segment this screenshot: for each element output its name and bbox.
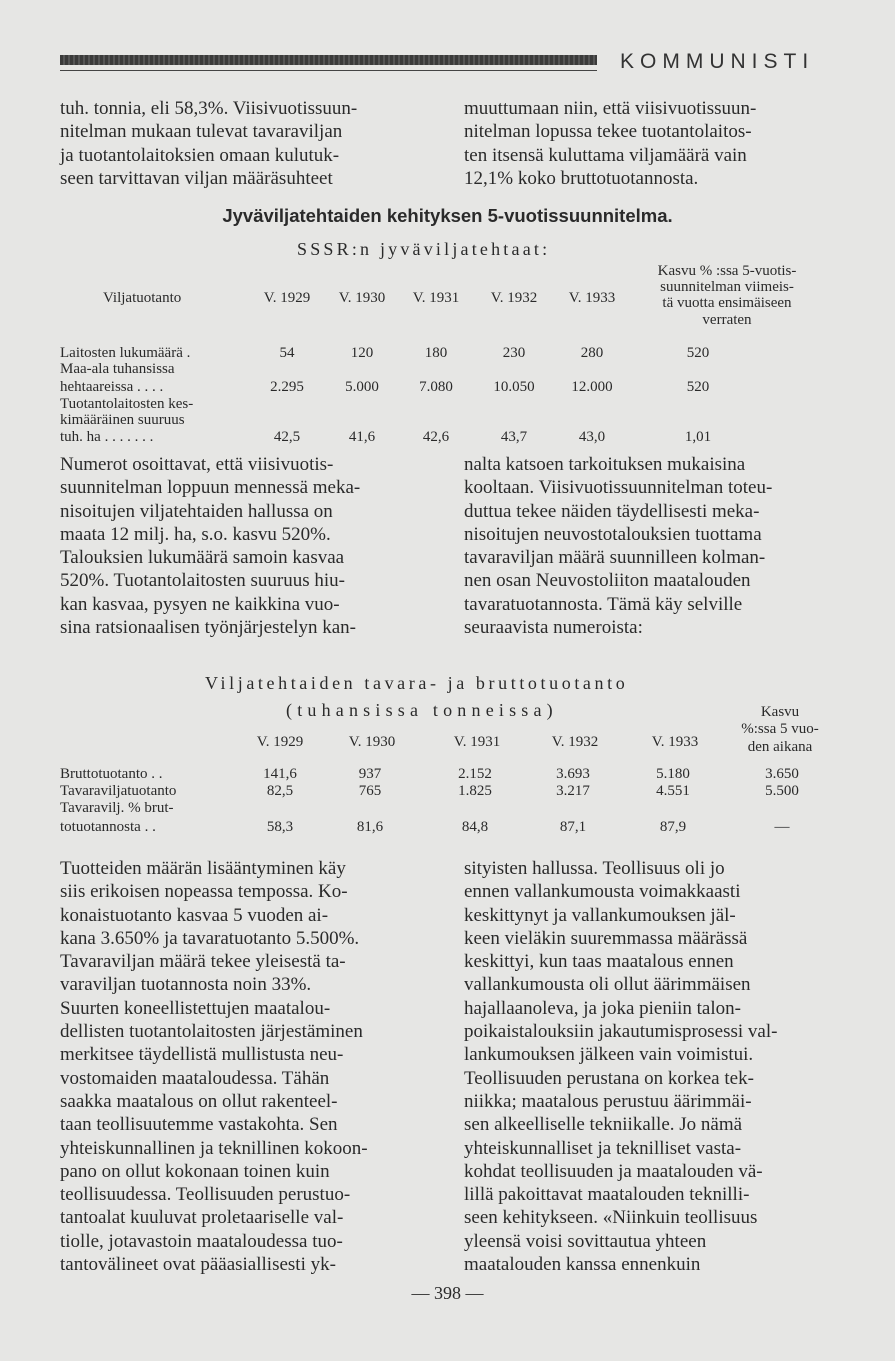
table2-cell: 82,5 bbox=[266, 783, 294, 799]
table2-row-label: Tavaravilj. % brut- bbox=[60, 800, 174, 816]
text-line: kohdat teollisuuden ja maatalouden vä- bbox=[464, 1160, 763, 1182]
text-line: kooltaan. Viisivuotissuunnitelman toteu- bbox=[464, 477, 773, 499]
text-line: sina ratsionaalisen työnjärjestelyn kan- bbox=[60, 617, 356, 639]
table1-year-header: V. 1930 bbox=[338, 290, 386, 306]
table1-cell: 12.000 bbox=[571, 379, 613, 395]
table1-cell: 43,0 bbox=[578, 429, 606, 445]
table1-row-label: kimääräinen suuruus bbox=[60, 412, 185, 428]
table1-year-header: V. 1932 bbox=[490, 290, 538, 306]
text-line: duttua tekee näiden täydellisesti meka- bbox=[464, 500, 760, 522]
table1-cell: 520 bbox=[686, 379, 710, 395]
table1-column-label: Viljatuotanto bbox=[103, 290, 182, 306]
text-line: lankumouksen jälkeen vain voimistui. bbox=[464, 1044, 754, 1066]
table2-year-header: V. 1931 bbox=[453, 734, 501, 750]
text-line: vallankumousta oli ollut äärimmäisen bbox=[464, 974, 751, 996]
table2-cell: 3.217 bbox=[556, 783, 590, 799]
table2-cell: 84,8 bbox=[461, 819, 489, 835]
text-line: niikka; maatalous perustuu äärimmäi- bbox=[464, 1090, 752, 1112]
text-line: Suurten koneellistettujen maatalou- bbox=[60, 997, 331, 1019]
text-line: keen vieläkin suuremmassa määrässä bbox=[464, 927, 748, 949]
text-line: seuraavista numeroista: bbox=[464, 617, 643, 639]
table1-cell: 180 bbox=[424, 345, 448, 361]
table1-year-header: V. 1931 bbox=[412, 290, 460, 306]
text-line: keskittynyt ja vallankumouksen jäl- bbox=[464, 904, 736, 926]
table1-growth-header: Kasvu % :ssa 5-vuotis- bbox=[657, 263, 797, 279]
text-line: ten itsensä kuluttama viljamäärä vain bbox=[464, 144, 747, 166]
journal-title: KOMMUNISTI bbox=[620, 50, 815, 73]
text-line: 12,1% koko bruttotuotannosta. bbox=[464, 167, 699, 189]
text-line: kan kasvaa, pysyen ne kaikkina vuo- bbox=[60, 593, 340, 615]
text-line: yleensä voisi sovittautua yhteen bbox=[464, 1230, 707, 1252]
table1-growth-header: tä vuotta ensimäiseen bbox=[662, 295, 792, 311]
text-line: ennen vallankumousta voimakkaasti bbox=[464, 881, 741, 903]
text-line: suunnitelman loppuun mennessä meka- bbox=[60, 477, 361, 499]
table2-cell: 4.551 bbox=[656, 783, 690, 799]
table2-cell: — bbox=[774, 819, 790, 835]
text-line: siis erikoisen nopeassa tempossa. Ko- bbox=[60, 881, 348, 903]
text-line: pano on ollut kokonaan toinen kuin bbox=[60, 1160, 330, 1182]
table2-cell: 1.825 bbox=[458, 783, 492, 799]
table2-cell: 765 bbox=[358, 783, 382, 799]
top-right-column bbox=[464, 97, 842, 190]
table1-cell: 5.000 bbox=[345, 379, 379, 395]
text-line: Teollisuuden perustana on korkea tek- bbox=[464, 1067, 754, 1089]
table1-title: Jyväviljatehtaiden kehityksen 5-vuotissuunnitelma. bbox=[222, 205, 673, 226]
text-line: nisoitujen viljatehtaiden hallussa on bbox=[60, 500, 333, 522]
text-line: Talouksien lukumäärä samoin kasvaa bbox=[60, 547, 345, 569]
text-line: nitelman mukaan tulevat tavaraviljan bbox=[60, 121, 343, 143]
table2-row-label: totuotannosta . . bbox=[60, 819, 156, 835]
table2-year-header: V. 1929 bbox=[256, 734, 304, 750]
text-line: yhteiskunnallinen ja teknillinen kokoon- bbox=[60, 1137, 368, 1159]
table1-cell: 42,5 bbox=[273, 429, 301, 445]
table1-year-header: V. 1929 bbox=[263, 290, 311, 306]
text-line: tantovälineet ovat pääasiallisesti yk- bbox=[60, 1254, 336, 1276]
text-line: seen tarvittavan viljan määräsuhteet bbox=[60, 167, 333, 189]
table2-year-header: V. 1930 bbox=[348, 734, 396, 750]
table2-subtitle: (tuhansissa tonneissa) bbox=[286, 700, 558, 720]
text-line: kana 3.650% ja tavaratuotanto 5.500%. bbox=[60, 927, 360, 949]
table1-cell: 2.295 bbox=[270, 379, 304, 395]
table2-title: Viljatehtaiden tavara- ja bruttotuotanto bbox=[205, 673, 629, 693]
text-line: varaviljan tuotannosta noin 33%. bbox=[60, 974, 312, 996]
table1-cell: 280 bbox=[580, 345, 604, 361]
table1-cell: 7.080 bbox=[419, 379, 453, 395]
header-ornament-bar bbox=[60, 55, 597, 65]
text-line: konaistuotanto kasvaa 5 vuoden ai- bbox=[60, 904, 329, 926]
table1-cell: 520 bbox=[686, 345, 710, 361]
text-line: taan teollisuutemme vastakohta. Sen bbox=[60, 1114, 338, 1136]
table1-cell: 43,7 bbox=[500, 429, 528, 445]
text-line: poikaistalouksiin jakautumisprosessi val- bbox=[464, 1021, 778, 1043]
table1-row-label: Tuotantolaitosten kes- bbox=[60, 396, 194, 412]
table2-cell: 81,6 bbox=[356, 819, 384, 835]
table2-growth-header: %:ssa 5 vuo- bbox=[741, 721, 819, 737]
table2-cell: 87,9 bbox=[659, 819, 687, 835]
table2-row-label: Tavaraviljatuotanto bbox=[60, 783, 177, 799]
mid-left-column bbox=[60, 453, 440, 639]
text-line: lillä pakoittavat maatalouden teknilli- bbox=[464, 1184, 750, 1206]
text-line: dellisten tuotantolaitosten järjestäminen bbox=[60, 1021, 363, 1043]
table2-year-header: V. 1932 bbox=[551, 734, 599, 750]
table2-cell: 3.693 bbox=[556, 766, 590, 782]
table2-year-header: V. 1933 bbox=[651, 734, 699, 750]
table1-cell: 10.050 bbox=[493, 379, 535, 395]
table2-cell: 141,6 bbox=[263, 766, 297, 782]
text-line: nitelman lopussa tekee tuotantolaitos- bbox=[464, 121, 752, 143]
table1-cell: 41,6 bbox=[348, 429, 376, 445]
table1-row-label: Maa-ala tuhansissa bbox=[60, 361, 175, 377]
table2-cell: 58,3 bbox=[266, 819, 294, 835]
text-line: 520%. Tuotantolaitosten suuruus hiu- bbox=[60, 570, 346, 592]
table2-cell: 2.152 bbox=[458, 766, 492, 782]
table1-row-label: hehtaareissa . . . . bbox=[60, 379, 164, 395]
table1-growth-header: verraten bbox=[702, 312, 752, 328]
text-line: maatalouden kanssa ennenkuin bbox=[464, 1254, 701, 1276]
table2-cell: 937 bbox=[358, 766, 382, 782]
text-line: vostomaiden maataloudessa. Tähän bbox=[60, 1067, 330, 1089]
table2-growth-header: Kasvu bbox=[760, 704, 800, 720]
text-line: nen osan Neuvostoliiton maatalouden bbox=[464, 570, 751, 592]
table1-cell: 1,01 bbox=[684, 429, 712, 445]
text-line: maata 12 milj. ha, s.o. kasvu 520%. bbox=[60, 523, 331, 545]
text-line: tavaratuotannosta. Tämä käy selville bbox=[464, 593, 743, 615]
text-line: nisoitujen neuvostotalouksien tuottama bbox=[464, 523, 762, 545]
table1-cell: 120 bbox=[350, 345, 374, 361]
table1-cell: 54 bbox=[279, 345, 295, 361]
text-line: tuh. tonnia, eli 58,3%. Viisivuotissuun- bbox=[60, 98, 358, 119]
table1-cell: 230 bbox=[502, 345, 526, 361]
table2-cell: 5.180 bbox=[656, 766, 690, 782]
header-rule bbox=[60, 70, 597, 71]
table1-row-label: tuh. ha . . . . . . . bbox=[60, 429, 154, 445]
table1-growth-header: suunnitelman viimeis- bbox=[660, 279, 794, 295]
text-line: muuttumaan niin, että viisivuotissuun- bbox=[464, 98, 757, 119]
table2-cell: 87,1 bbox=[559, 819, 587, 835]
text-line: saakka maatalous on ollut rakenteel- bbox=[60, 1090, 338, 1112]
bottom-right-column bbox=[464, 857, 842, 1276]
text-line: seen kehitykseen. «Niinkuin teollisuus bbox=[464, 1207, 758, 1229]
text-line: ja tuotantolaitoksien omaan kulutuk- bbox=[60, 144, 340, 166]
text-line: sityisten hallussa. Teollisuus oli jo bbox=[464, 858, 725, 879]
text-line: tantoalat kuuluvat proletaariselle val- bbox=[60, 1207, 344, 1229]
text-line: teollisuudessa. Teollisuuden perustuo- bbox=[60, 1184, 351, 1206]
table2-cell: 3.650 bbox=[765, 766, 799, 782]
table2-cell: 5.500 bbox=[765, 783, 799, 799]
text-line: nalta katsoen tarkoituksen mukaisina bbox=[464, 454, 746, 475]
table1-year-header: V. 1933 bbox=[568, 290, 616, 306]
text-line: tiolle, jotavastoin maataloudessa tuo- bbox=[60, 1230, 343, 1252]
bottom-left-column bbox=[60, 857, 440, 1276]
text-line: tavaraviljan määrä suunnilleen kolman- bbox=[464, 547, 766, 569]
table1-subtitle: SSSR:n jyväviljatehtaat: bbox=[297, 239, 551, 259]
text-line: yhteiskunnalliset ja teknilliset vasta- bbox=[464, 1137, 742, 1159]
page-number: — 398 — bbox=[411, 1283, 484, 1303]
text-line: Tavaraviljan määrä tekee yleisestä ta- bbox=[60, 951, 346, 973]
text-line: merkitsee täydellistä mullistusta neu- bbox=[60, 1044, 344, 1066]
mid-right-column bbox=[464, 453, 842, 639]
table2-growth-header: den aikana bbox=[747, 739, 813, 755]
table2-row-label: Bruttotuotanto . . bbox=[60, 766, 163, 782]
top-left-column bbox=[60, 97, 440, 190]
text-line: sen alkeelliselle tekniikalle. Jo nämä bbox=[464, 1114, 743, 1136]
text-line: keskittyi, kun taas maatalous ennen bbox=[464, 951, 734, 973]
table1-row-label: Laitosten lukumäärä . bbox=[60, 345, 191, 361]
text-line: hajallaanoleva, ja joka pieniin talon- bbox=[464, 997, 741, 1019]
text-line: Tuotteiden määrän lisääntyminen käy bbox=[60, 858, 346, 879]
table1-cell: 42,6 bbox=[422, 429, 450, 445]
text-line: Numerot osoittavat, että viisivuotis- bbox=[60, 454, 334, 475]
